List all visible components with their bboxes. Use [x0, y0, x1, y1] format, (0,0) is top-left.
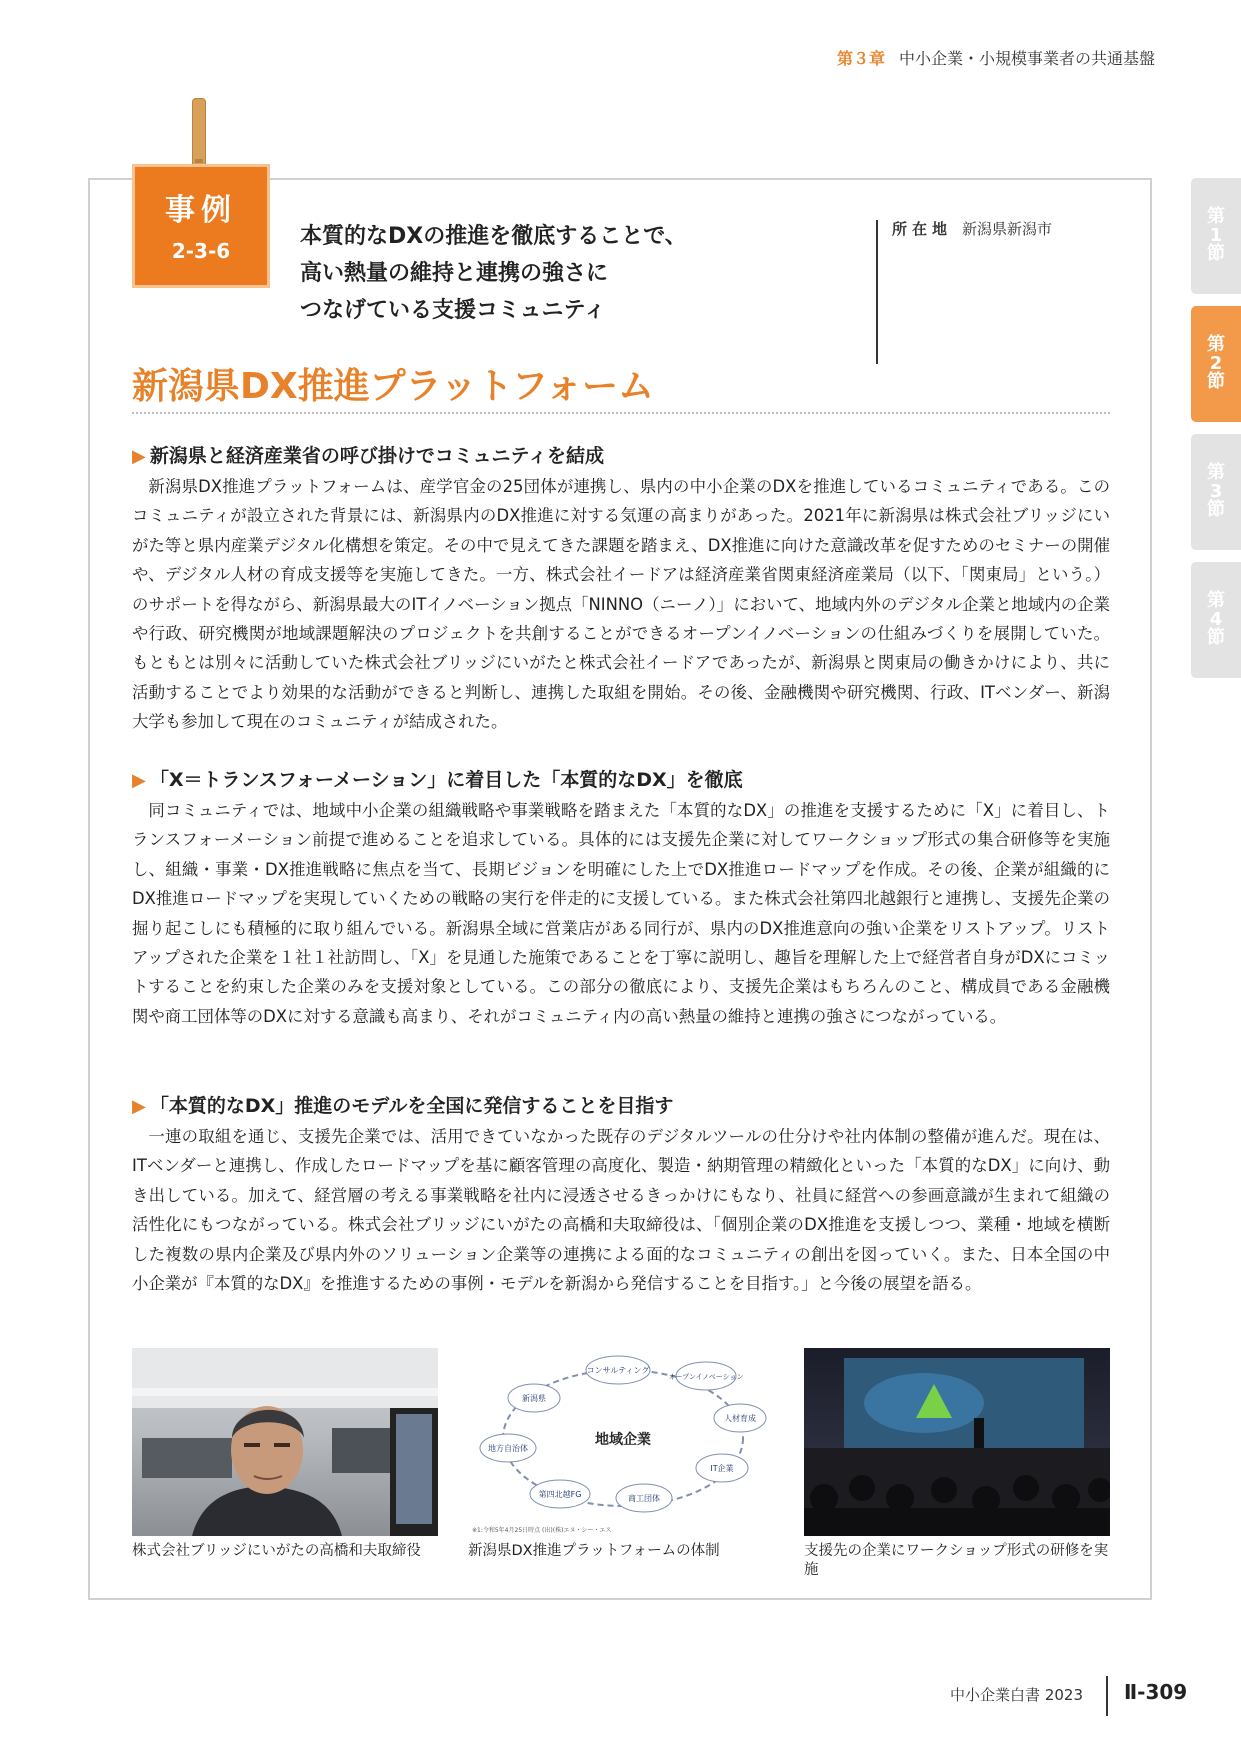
diagram-center: 地域企業	[595, 1432, 651, 1448]
diagram-note: ※1:令和5年4月25日時点 (出)(株)エヌ・シー・エス	[472, 1527, 612, 1534]
section-body: 新潟県DX推進プラットフォームは、産学官金の25団体が連携し、県内の中小企業のDXを推進しているコミュニティである。このコミュニティが設立された背景には、新潟県内のDX推進に対する気運の高まりがあった。2021年に新潟県は株式会社ブリッジにいがた等と県内産業デジタル化構想を策定。その中で見えてきた課題を踏まえ、DX推進に向けた意識改革を促すためのセミナーの開催や、デジタル人材の育成支援等を実施してきた。一方、株式会社イードアは経済産業省関東経済産業局（以下、「関東局」という。）のサポートを得ながら、新潟県最大のITイノベーション拠点「NINNO（ニーノ）」において、地域内外のデジタル企業と地域内の企業や行政、研究機関が地域課題解決のプロジェクトを共創することができるオープンイノベーションの仕組みづくりを展開していた。もともとは別々に活動していた株式会社ブリッジにいがたと株式会社イードアであったが、新潟県と関東局の働きかけにより、共に活動することでより効果的な活動ができると判断し、連携した取組を開始。その後、金融機関や研究機関、行政、ITベンダー、新潟大学も参加して現在のコミュニティが結成された。	[132, 477, 1110, 732]
triangle-bullet-icon: ▶	[132, 446, 146, 467]
diagram-node	[480, 1434, 536, 1462]
footer-divider	[1106, 1676, 1108, 1716]
case-badge-number: 2-3-6	[171, 239, 231, 263]
chapter-number: 第３章	[836, 49, 885, 68]
section-body: 一連の取組を通じ、支援先企業では、活用できていなかった既存のデジタルツールの仕分けや社内体制の整備が進んだ。現在は、ITベンダーと連携し、作成したロードマップを基に顧客管理の高度化、製造・納期管理の精緻化といった「本質的なDX」に向け、動き出している。加えて、経営層の考える事業戦略を社内に浸透させるきっかけにもなり、社員に経営への参画意識が生まれて組織の活性化にもつながっている。株式会社ブリッジにいがたの高橋和夫取締役は、「個別企業のDX推進を支援しつつ、業種・地域を横断した複数の県内企業及び県内外のソリューション企業等の連携による面的なコミュニティの創出を図っていく。また、日本全国の中小企業が『本質的なDX』を推進するための事例・モデルを新潟から発信することを目指す。」と今後の展望を語る。	[132, 1127, 1110, 1294]
triangle-bullet-icon: ▶	[132, 770, 146, 791]
section-1	[132, 442, 1110, 737]
diagram-node	[508, 1384, 560, 1412]
svg-text:IT企業: IT企業	[710, 1464, 734, 1473]
portrait-illustration	[132, 1348, 438, 1536]
svg-text:人材育成: 人材育成	[724, 1414, 756, 1423]
seminar-photo	[804, 1348, 1110, 1536]
tab-section-3[interactable]: 第 3 節	[1191, 434, 1241, 550]
section-heading: ▶ 新潟県と経済産業省の呼び掛けでコミュニティを結成	[132, 445, 604, 467]
page-title: 新潟県DX推進プラットフォーム	[132, 366, 655, 407]
svg-text:コンサルティング: コンサルティング	[586, 1366, 650, 1375]
triangle-bullet-icon: ▶	[132, 1096, 146, 1117]
chapter-title: 中小企業・小規模事業者の共通基盤	[898, 49, 1155, 68]
dotted-divider	[132, 412, 1110, 414]
diagram-node	[696, 1454, 748, 1482]
section-2	[132, 766, 1110, 1031]
section-heading: ▶ 「X＝トランスフォーメーション」に着目した「本質的なDX」を徹底	[132, 769, 743, 791]
tab-section-1[interactable]: 第 1 節	[1191, 178, 1241, 294]
photo-caption: 支援先の企業にワークショップ形式の研修を実施	[804, 1543, 1109, 1578]
diagram-node	[530, 1480, 590, 1508]
location	[892, 218, 1052, 239]
svg-text:地方自治体: 地方自治体	[488, 1444, 528, 1453]
platform-diagram	[468, 1348, 774, 1536]
diagram-node	[616, 1484, 672, 1512]
case-title: 本質的なDXの推進を徹底することで、 高い熱量の維持と連携の強さに つなげている支援コミュニティ	[300, 224, 687, 323]
page-number: Ⅱ-309	[1124, 1680, 1188, 1704]
svg-text:オープンイノベーション: オープンイノベーション	[668, 1373, 744, 1381]
section-body: 同コミュニティでは、地域中小企業の組織戦略や事業戦略を踏まえた「本質的なDX」の推進を支援するために「X」に着目し、トランスフォーメーション前提で進めることを追求している。具体的には支援先企業に対してワークショップ形式の集合研修等を実施し、組織・事業・DX推進戦略に焦点を当て、長期ビジョンを明確にした上でDX推進ロードマップを作成。その後、企業が組織的にDX推進ロードマップを実現していくための戦略の実行を伴走的に支援している。また株式会社第四北越銀行と連携し、支援先企業の掘り起こしにも積極的に取り組んでいる。新潟県全域に営業店がある同行が、県内のDX推進意向の強い企業をリストアップ。リストアップされた企業を１社１社訪問し、「X」を見通した施策であることを丁寧に説明し、趣旨を理解した上で経営者自身がDXにコミットすることを約束した企業のみを支援対象としている。この部分の徹底により、支援先企業はもちろんのこと、構成員である金融機関や商工団体等のDXに対する意識も高まり、それがコミュニティ内の高い熱量の維持と連携の強さにつながっている。	[132, 801, 1110, 1026]
case-badge-label: 事例	[165, 193, 237, 228]
section-3	[132, 1092, 1110, 1298]
page-header	[837, 46, 1155, 69]
diagram-node	[586, 1356, 650, 1384]
photo-caption: 株式会社ブリッジにいがたの高橋和夫取締役	[132, 1543, 421, 1559]
tab-section-2[interactable]: 第 2 節	[1191, 306, 1241, 422]
footer-book-title: 中小企業白書 2023	[950, 1686, 1083, 1704]
portrait-photo	[132, 1348, 438, 1536]
diagram-node	[714, 1404, 766, 1432]
section-heading: ▶ 「本質的なDX」推進のモデルを全国に発信することを目指す	[132, 1095, 674, 1117]
seminar-illustration	[804, 1348, 1110, 1536]
svg-text:新潟県: 新潟県	[522, 1394, 546, 1403]
svg-text:第四北越FG: 第四北越FG	[538, 1490, 582, 1499]
diagram-node	[668, 1362, 743, 1390]
case-badge	[132, 164, 270, 288]
section-tabs	[1191, 178, 1241, 690]
diagram-caption: 新潟県DX推進プラットフォームの体制	[468, 1543, 720, 1559]
location-value: 新潟県新潟市	[962, 220, 1053, 238]
location-label: 所在地	[892, 220, 953, 238]
svg-text:商工団体: 商工団体	[628, 1494, 660, 1503]
tab-section-4[interactable]: 第 4 節	[1191, 562, 1241, 678]
divider	[876, 220, 878, 364]
